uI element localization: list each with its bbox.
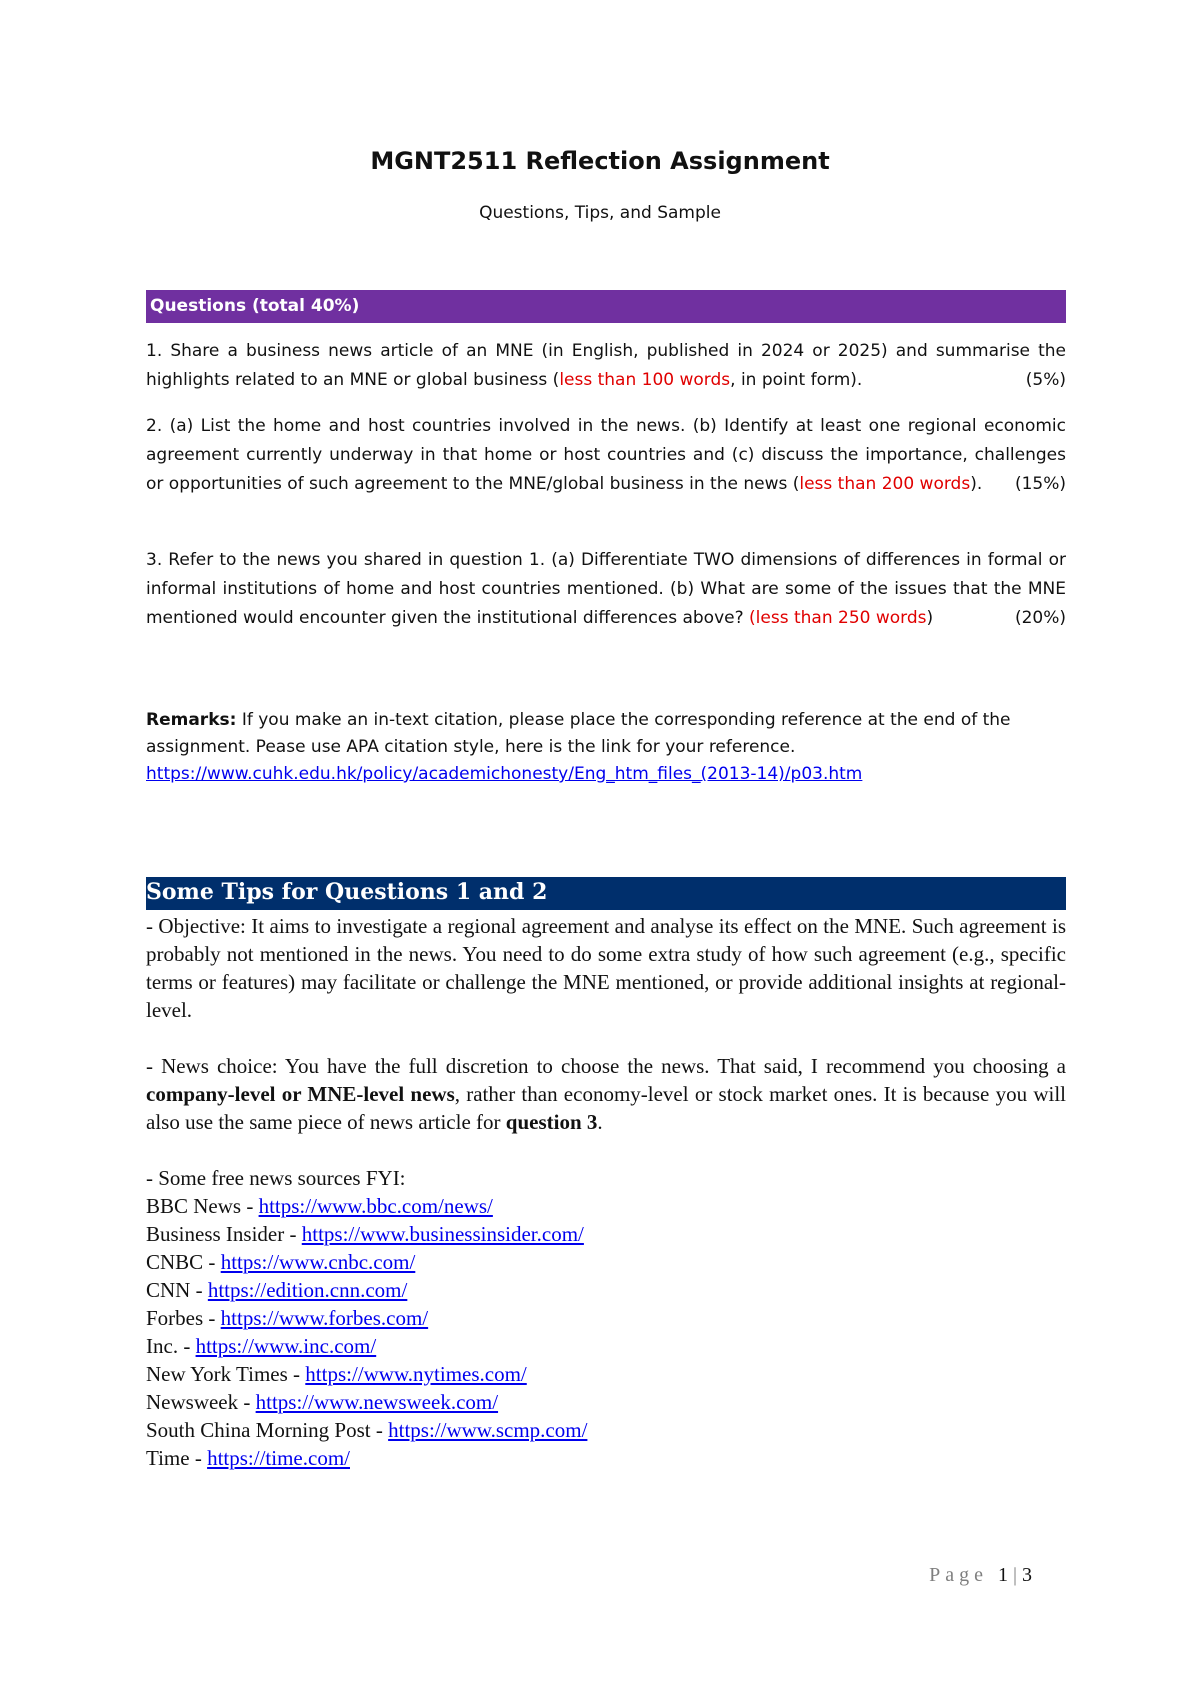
question-text: Share a business news article of an MNE (in English, published in 2024 or 2025) and summarise the highlights related to an MNE or global business ( [146, 341, 1066, 390]
tips-objective: - Objective: It aims to investigate a regional agreement and analyse its effect on the MNE. Such agreement is probably not mentioned in the news. You need to do some extra study of how such agreement (e.g., specific terms or features) may facilitate or challenge the MNE mentioned, or provide additional insights at regional-level. [146, 914, 1066, 1022]
source-link[interactable]: https://www.newsweek.com/ [255, 1390, 499, 1414]
source-link[interactable]: https://www.nytimes.com/ [305, 1362, 527, 1386]
news-choice-text: - News choice: You have the full discretion to choose the news. That said, I recommend you choosing a [146, 1054, 1066, 1078]
source-item [146, 1388, 1066, 1416]
tips-heading: Some Tips for Questions 1 and 2 [146, 877, 1066, 910]
source-item [146, 1304, 1066, 1332]
remarks-label: Remarks: [146, 710, 237, 730]
tips-news-choice [146, 1052, 1066, 1136]
source-item [146, 1192, 1066, 1220]
source-name: South China Morning Post - [146, 1418, 389, 1442]
source-name: CNN - [146, 1278, 208, 1302]
question-1 [146, 337, 1066, 395]
apa-citation-link[interactable]: https://www.cuhk.edu.hk/policy/academichonesty/Eng_htm_files_(2013-14)/p03.htm [146, 764, 863, 784]
questions-heading: Questions (total 40%) [146, 290, 1066, 323]
news-choice-emphasis: company-level or MNE-level news [146, 1082, 455, 1106]
news-choice-emphasis: question 3 [505, 1110, 598, 1134]
news-sources [146, 1164, 1066, 1472]
source-name: Inc. - [146, 1334, 196, 1358]
page-footer [929, 1564, 1037, 1587]
sources-intro: - Some free news sources FYI: [146, 1166, 406, 1190]
source-name: Forbes - [146, 1306, 221, 1330]
question-text: Refer to the news you shared in question 1. (a) Differentiate TWO dimensions of differences in formal or informal institutions of home and host countries mentioned. (b) What are some of the issues that the MNE mentioned would encounter given the institutional differences above? [146, 550, 1066, 628]
source-item [146, 1248, 1066, 1276]
page-number: 1 [997, 1564, 1013, 1586]
source-item [146, 1416, 1066, 1444]
page-total: 3 [1022, 1564, 1037, 1586]
source-name: Business Insider - [146, 1222, 302, 1246]
source-item [146, 1332, 1066, 1360]
source-link[interactable]: https://www.businessinsider.com/ [301, 1222, 584, 1246]
source-item [146, 1276, 1066, 1304]
source-link[interactable]: https://www.forbes.com/ [220, 1306, 429, 1330]
question-weight: (15%) [1014, 474, 1066, 494]
question-number: 3. [146, 550, 163, 570]
source-link[interactable]: https://www.scmp.com/ [388, 1418, 588, 1442]
question-number: 1. [146, 341, 163, 361]
news-choice-text: , rather than economy-level or stock market ones. It is because you will also use the same piece of news article for [146, 1082, 1066, 1134]
question-weight: (20%) [1014, 608, 1066, 628]
source-link[interactable]: https://time.com/ [207, 1446, 350, 1470]
question-3 [146, 546, 1066, 633]
source-link[interactable]: https://www.bbc.com/news/ [258, 1194, 493, 1218]
word-limit: less than 200 words [799, 474, 971, 494]
document-subtitle: Questions, Tips, and Sample [479, 203, 721, 223]
source-item [146, 1444, 1066, 1472]
source-item [146, 1360, 1066, 1388]
source-item [146, 1220, 1066, 1248]
source-name: Time - [146, 1446, 208, 1470]
question-tail: ). [970, 474, 983, 494]
source-name: New York Times - [146, 1362, 306, 1386]
source-name: CNBC - [146, 1250, 221, 1274]
page-separator: | [1012, 1564, 1022, 1586]
word-limit: less than 100 words [559, 370, 731, 390]
question-number: 2. [146, 416, 163, 436]
question-2 [146, 412, 1066, 499]
question-text: (a) List the home and host countries involved in the news. (b) Identify at least one regional economic agreement currently underway in that home or host countries and (c) discuss the importance, challenges or opportunities of such agreement to the MNE/global business in the news ( [146, 416, 1066, 494]
source-link[interactable]: https://edition.cnn.com/ [207, 1278, 408, 1302]
question-tail: ) [926, 608, 934, 628]
remarks-text: If you make an in-text citation, please place the corresponding reference at the end of the assignment. Pease use APA citation style, here is the link for your reference. [146, 710, 1011, 757]
source-name: BBC News - [146, 1194, 259, 1218]
source-link[interactable]: https://www.inc.com/ [195, 1334, 377, 1358]
question-tail: , in point form). [730, 370, 863, 390]
source-link[interactable]: https://www.cnbc.com/ [220, 1250, 416, 1274]
document-title: MGNT2511 Reflection Assignment [370, 147, 830, 175]
remarks [146, 707, 1066, 788]
source-name: Newsweek - [146, 1390, 256, 1414]
news-choice-text: . [597, 1110, 603, 1134]
question-weight: (5%) [1025, 370, 1066, 390]
page-label: Page [929, 1564, 988, 1586]
word-limit: (less than 250 words [749, 608, 927, 628]
